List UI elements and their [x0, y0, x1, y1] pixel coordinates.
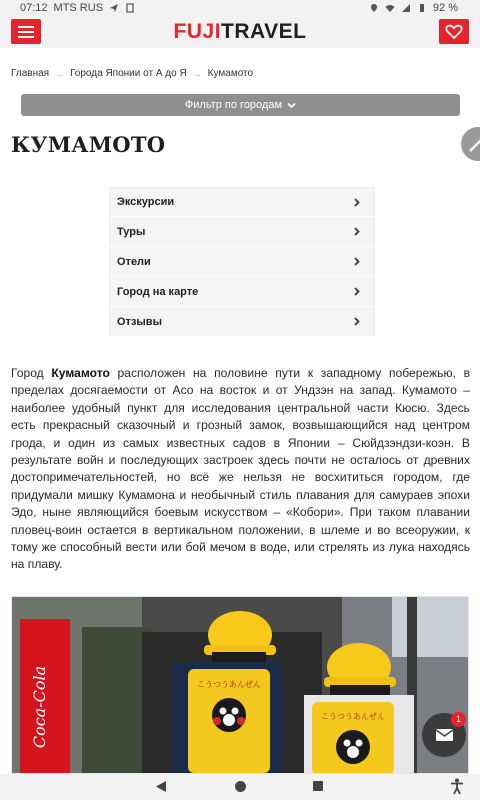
logo-part-fuji: FUJI: [173, 20, 222, 43]
menu-item-tours[interactable]: [109, 217, 375, 247]
site-header: [0, 17, 480, 48]
status-battery: 92 %: [432, 2, 458, 14]
logo-part-travel: TRAVEL: [221, 20, 307, 43]
backpack-text: こうつうあんぜん: [321, 712, 385, 721]
breadcrumb-arrow-icon: →: [55, 68, 65, 79]
breadcrumb-home[interactable]: Главная: [11, 68, 50, 79]
menu-item-label: Отели: [117, 255, 151, 268]
article-prefix: Город: [11, 366, 52, 380]
chevron-right-icon: [354, 198, 360, 207]
schoolchildren-photo: [12, 597, 469, 774]
menu-item-hotels[interactable]: [109, 247, 375, 277]
menu-item-label: Город на карте: [117, 285, 199, 298]
battery-icon: [417, 3, 427, 13]
site-logo[interactable]: [0, 20, 480, 44]
chevron-right-icon: [354, 287, 360, 296]
status-carrier: MTS RUS: [53, 2, 104, 14]
wifi-icon: [385, 3, 395, 13]
home-icon[interactable]: [235, 781, 246, 792]
location-icon: [369, 3, 379, 13]
breadcrumb-cities[interactable]: Города Японии от А до Я: [70, 68, 187, 79]
accessibility-icon[interactable]: [450, 778, 464, 795]
chevron-down-icon: [287, 102, 296, 109]
city-section-menu: [109, 187, 375, 337]
filter-label: Фильтр по городам: [184, 99, 283, 111]
menu-item-excursions[interactable]: [109, 187, 375, 217]
page-title: КУМАМОТО: [11, 132, 166, 157]
menu-item-city-map[interactable]: [109, 277, 375, 307]
send-icon: [109, 3, 119, 13]
recent-apps-icon[interactable]: [313, 781, 323, 791]
signal-icon: [401, 3, 411, 13]
menu-item-label: Туры: [117, 225, 146, 238]
article-city-name: Кумамото: [51, 366, 110, 380]
back-icon[interactable]: [155, 780, 167, 793]
menu-item-label: Отзывы: [117, 315, 162, 328]
pencil-icon: [461, 127, 480, 161]
backpack-text: こうつうあんぜん: [197, 680, 261, 689]
breadcrumb-arrow-icon: →: [192, 68, 202, 79]
chevron-right-icon: [354, 257, 360, 266]
city-description: [11, 365, 470, 574]
breadcrumb-current: Кумамото: [207, 68, 254, 79]
edit-button[interactable]: [461, 127, 480, 161]
system-navigation-bar: [0, 774, 480, 800]
breadcrumb: [11, 68, 253, 79]
favorites-button[interactable]: [439, 19, 469, 44]
sim-icon: [125, 3, 135, 13]
menu-item-reviews[interactable]: [109, 307, 375, 337]
menu-item-label: Экскурсии: [117, 196, 175, 208]
city-photo: [11, 596, 469, 774]
chevron-right-icon: [354, 227, 360, 236]
coca-cola-sign-text: Coca-Cola: [30, 665, 49, 749]
status-bar: [0, 0, 480, 17]
heart-icon: [439, 19, 469, 44]
city-filter-button[interactable]: [21, 94, 460, 116]
chat-unread-badge: 1: [451, 712, 466, 727]
article-body: расположен на половине пути к западному побережью, в пределах досягаемости от Асо на восток и от Ундзэн на запад. Кумамото – наиболее удобный пункт для исследования центральной части Кюсю. Здесь есть прекрасный сказочный и грозный замок, возвышающийся над центром грода, и один из самых известных садов в Японии – Сюйдзэндзи-коэн. В результате войн и последующих застроек здесь почти не осталось от древних достопримечательностей, но всё же нельзя не восхититься городом, где придумали мишку Кумамона и необычный стиль плавания для самураев эпохи Эдо, ныне являющийся боевым искусством – «Кобори». При таком плавании пловец-воин остается в вертикальном положении, в шлеме и во всеоружии, к тому же способный вести или бой мечом в воде, или стрелять из лука находясь на плаву.: [11, 366, 470, 572]
status-time: 07:12: [20, 2, 48, 14]
chevron-right-icon: [354, 317, 360, 326]
